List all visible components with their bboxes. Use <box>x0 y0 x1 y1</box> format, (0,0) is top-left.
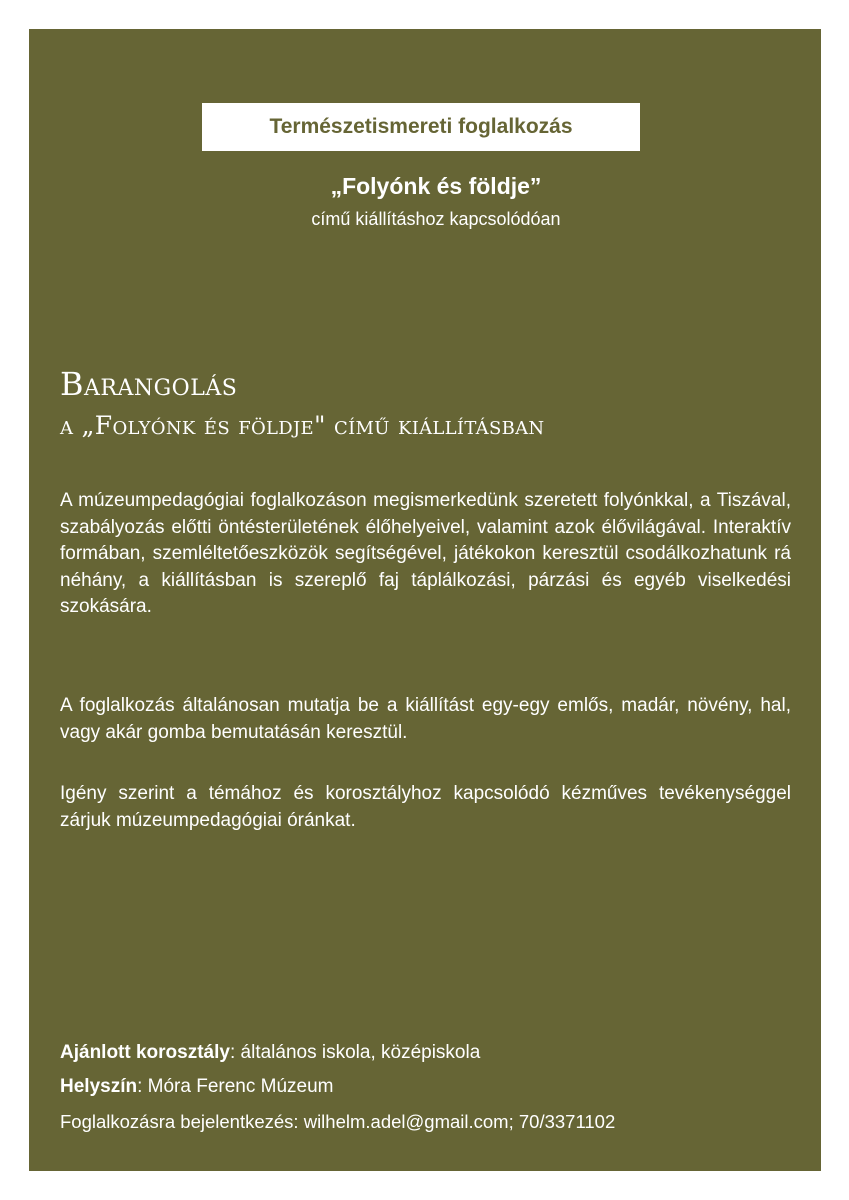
program-type-text: Természetismereti foglalkozás <box>269 115 573 138</box>
exhibition-caption: című kiállításhoz kapcsolódóan <box>311 209 561 229</box>
age-group-value: : általános iskola, középiskola <box>229 1042 481 1063</box>
location-value: : Móra Ferenc Múzeum <box>137 1076 334 1097</box>
flyer-panel <box>29 29 821 1171</box>
age-group-label: Ajánlott korosztály <box>60 1042 230 1063</box>
description-paragraph-2: A foglalkozás általánosan mutatja be a kiállítást egy-egy emlős, madár, növény, hal, vagy akár gomba bemutatásán keresztül. <box>60 695 791 743</box>
description-paragraph-3: Igény szerint a témához és korosztályhoz kapcsolódó kézműves tevékenységgel zárjuk múzeumpedagógiai óránkat. <box>60 783 791 831</box>
contact-line: Foglalkozásra bejelentkezés: wilhelm.adel@gmail.com; 70/3371102 <box>60 1111 616 1132</box>
program-type-label <box>202 103 640 151</box>
program-subheading: a „Folyónk és földje" című kiállításban <box>60 411 545 440</box>
program-heading: Barangolás <box>60 365 238 403</box>
description-paragraph-1: A múzeumpedagógiai foglalkozáson megismerkedünk szeretett folyónkkal, a Tiszával, szabályozás előtti öntésterületének élőhelyeivel, valamint azok élővilágával. Interaktív formában, szemléltetőeszközök segítségével, játékokon keresztül csodálkozhatunk rá néhány, a kiállításban is szereplő faj táplálkozási, párzási és egyéb viselkedési szokására. <box>60 490 791 617</box>
location-label: Helyszín <box>60 1076 138 1097</box>
location-line <box>60 1076 334 1098</box>
exhibition-title: „Folyónk és földje” <box>330 173 542 199</box>
age-group-line <box>60 1042 480 1064</box>
